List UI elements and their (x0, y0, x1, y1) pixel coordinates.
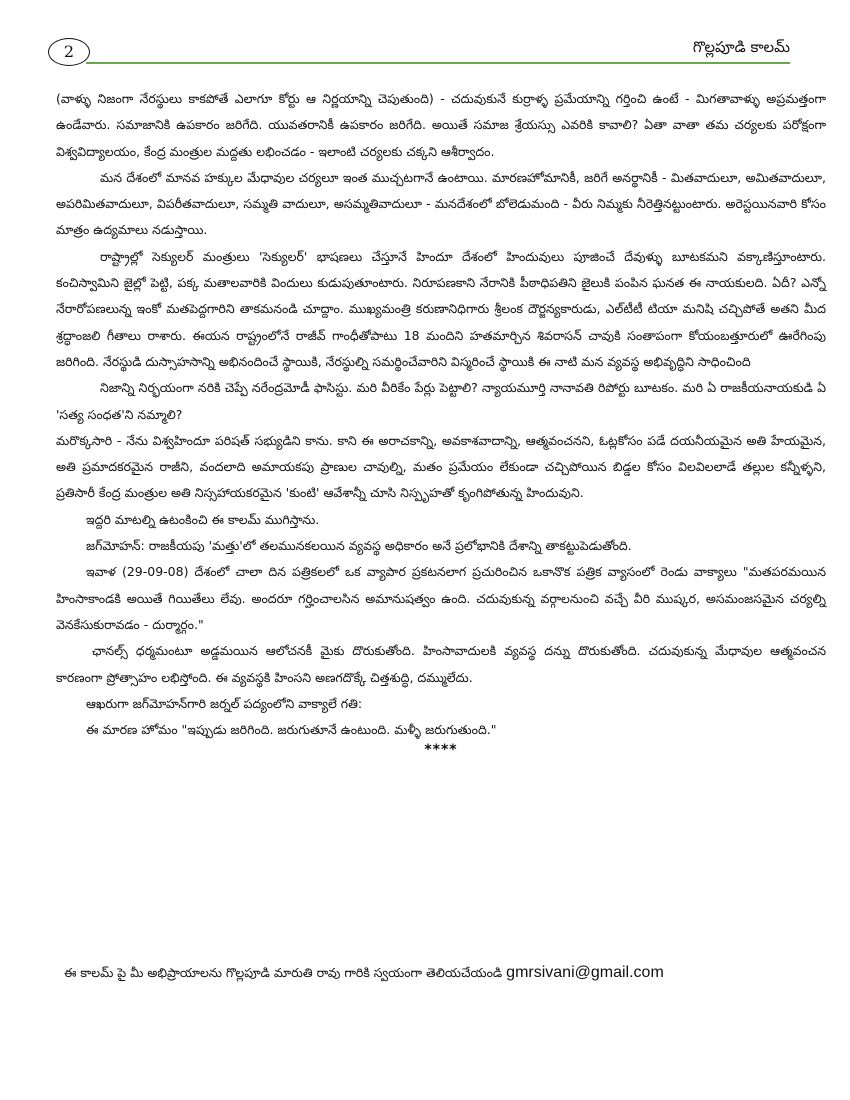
footer-email[interactable]: gmrsivani@gmail.com (506, 964, 664, 981)
paragraph: ఈ మారణ హోమం "ఇప్పుడు జరిగింది. జరుగుతూనే ఉంటుంది. మళ్ళీ జరుగుతుంది." (86, 722, 497, 738)
paragraph: (వాళ్ళు నిజంగా నేరస్థులు కాకపోతే ఎలాగూ కోర్టు ఆ నిర్ణయాన్ని చెపుతుంది) - చదువుకునే కుర్రాళ్ళ ప్రమేయాన్ని గర్తించి ఉంటే - మిగతావాళ్ళు అప్రమత్తంగా ఉండేవారు. సమాజానికి ఉపకారం జరిగేది. యువతరానికీ ఉపకారం జరిగేది. అయితే సమాజ శ్రేయస్సు ఎవరికి కావాలి? ఏతా వాతా తమ చర్యలకు పరోక్షంగా విశ్వవిద్యాలయం, కేంద్ర మంత్రుల మద్దతు లభించడం - ఇలాంటి చర్యలకు చక్కని ఆశీర్వాదం. (56, 91, 826, 159)
paragraph: మరొక్కసారి - నేను విశ్వహిందూ పరిషత్ సభ్యుడిని కాను. కాని ఈ అరాచకాన్ని, అవకాశవాదాన్ని, ఆత్మవంచనని, ఓట్లకోసం పడే దయనీయమైన అతి హేయమైన, అతి ప్రమాదకరమైన రాజీని, వందలాది అమాయకపు ప్రాణుల చావుల్ని, మతం ప్రమేయం లేకుండా చచ్చిపోయిన బిడ్డల కోసం విలవిలలాడే తల్లుల కన్నీళ్ళని, ప్రతిసారీ కేంద్ర మంత్రుల అతి నిస్సహాయకరమైన 'కుంటి' ఆవేశాన్నీ చూసి నిస్పృహతో కృంగిపోతున్న హిందువుని. (56, 432, 826, 501)
paragraph: మన దేశంలో మానవ హక్కుల మేధావుల చర్యలూ ఇంత ముచ్చటగానే ఉంటాయి. మారణహోమానికీ, జరిగే అనర్థానికీ - మితవాదులూ, అమితవాదులూ, అపరిమితవాదులూ, విపరీతవాదులూ, సమ్మతి వాదులూ, అసమ్మతివాదులూ - మనదేశంలో బోలెడుమంది - వీరు నిమ్మకు నీరెత్తినట్టుంటారు. అరెస్టయినవారి కోసం మాత్రం ఉద్యమాలు నడుస్తాయి. (56, 169, 826, 238)
end-mark: **** (424, 742, 458, 759)
paragraph: జగ్‌మోహన్: రాజకీయపు 'మత్తు'లో తలమునకలయిన వ్యవస్థ అధికారం అనే ప్రలోభానికి దేశాన్ని తాకట్టుపెడుతోంది. (86, 538, 632, 554)
page-number: 2 (48, 38, 90, 66)
paragraph: ఇవాళ (29-09-08) దేశంలో చాలా దిన పత్రికలలో ఒక వ్యాపార ప్రకటనలాగ ప్రచురించిన ఒకానొక పత్రిక వ్యాసంలో రెండు వాక్యాలు "మతపరమయిన హింసాకాండకి అయితే గియితేలు లేవు. అందరూ గర్హించాలసిన అమానుషత్వం ఉంది. చదువుకున్న వర్గాలనుంచి వచ్చే వీరి ముష్కర, అసమంజసమైన చర్యల్ని వెనకేసుకురావడం - దుర్మార్గం." (56, 564, 826, 632)
article-body (56, 86, 826, 757)
footer-note (64, 964, 794, 984)
paragraph: ఇద్దరి మాటల్ని ఉటంకించి ఈ కాలమ్ ముగిస్తాను. (86, 511, 320, 527)
paragraph: ఆఖరుగా జగ్‌మోహన్‌గారి జర్నల్ పద్యంలోని వాక్యాలే గతి: (86, 695, 363, 711)
paragraph: నిజాన్ని నిర్భయంగా నరికి చెప్పే నరేంద్రమోడీ ఫాసిస్టు. మరి వీరికేం పేర్లు పెట్టాలి? న్యాయమూర్తి నానావతి రిపోర్టు బూటకం. మరి ఏ రాజకీయనాయకుడి ఏ 'సత్య సంధత'ని నమ్మాలి? (56, 380, 826, 422)
paragraph: రాష్ట్రాల్లో సెక్యులర్ మంత్రులు 'సెక్యులర్' భాషణలు చేస్తూనే హిందూ దేశంలో హిందువులు పూజించే దేవుళ్ళు బూటకమని వక్కాణిస్తూంటారు. కంచిస్వామిని జైల్లో పెట్టి, పక్క మతాలవారికి విందులు కుడుపుతూంటారు. నిరూపణకాని నేరానికి పీఠాధిపతిని జైలుకి పంపిన ఘనత ఈ నాయకులది. ఏదీ? ఎన్నో నేరారోపణలున్న ఇంకో మతపెద్దగారిని తాకమనండి చూద్దాం. ముఖ్యమంత్రి కరుణానిధిగారు శ్రీలంక దౌర్జన్యకారుడు, ఎల్‌టీటీ టియా మనిషి చచ్చిపోతే అతని మీద శ్రద్ధాంజలి గీతాలు రాశారు. ఈయన రాష్ట్రంలోనే రాజీవ్ గాంధీతోపాటు 18 మందిని హతమార్చిన శివరాసన్ చావుకి సంతాపంగా కోయంబత్తూరులో ఊరేగింపు జరిగింది. నేరస్థుడి దుస్సాహసాన్ని అభినందించే స్థాయికి, నేరస్థుల్ని సమర్థించేవారిని విస్మరించే స్థాయికి ఈ నాటి మన వ్యవస్థ అభివృద్ధిని సాధించింది (56, 248, 826, 369)
header-rule (86, 62, 790, 64)
column-title: గొల్లపూడి కాలమ్ (692, 38, 790, 56)
footer-text: ఈ కాలమ్ పై మీ అభిప్రాయాలను గొల్లపూడి మారుతి రావు గారికి స్వయంగా తెలియచేయండి (64, 965, 503, 980)
paragraph: ఛానల్స్ ధర్మమంటూ అడ్డమయిన ఆలోచనకీ మైకు దొరుకుతోంది. హింసావాదులకి వ్యవస్థ దన్ను దొరుకుతోంది. చదువుకున్న మేధావుల ఆత్మవంచన కారణంగా ప్రోత్సాహం లభిస్తోంది. ఈ వ్యవస్థకి హింసని అణగదొక్కే చిత్తశుద్ధి, దమ్ములేదు. (56, 643, 826, 685)
